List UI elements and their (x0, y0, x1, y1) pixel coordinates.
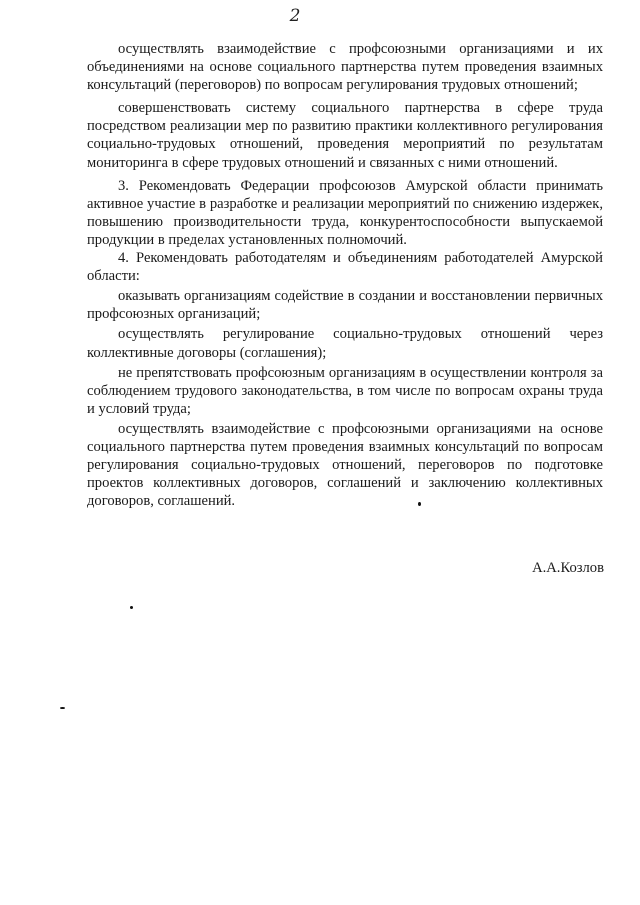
paragraph-no-obstruction: не препятствовать профсоюзным организациям в осуществлении контроля за соблюдением трудового законодательства, в том числе по вопросам охраны труда и условий труда; (87, 364, 603, 417)
paragraph-interaction-consultations: осуществлять взаимодействие с профсоюзными организациями на основе социального партнерства путем проведения взаимных консультаций по вопросам регулирования социально-трудовых отношений, переговоров по подготовке проектов коллективных договоров, соглашений и заключению коллективных договоров, соглашений. (87, 420, 603, 510)
paragraph-item-3: 3. Рекомендовать Федерации профсоюзов Амурской области принимать активное участие в разработке и реализации мероприятий по снижению издержек, повышению производительности труда, конкурентоспособности выпускаемой продукции в пределах установленных полномочий. (87, 177, 603, 248)
paragraph-item-4: 4. Рекомендовать работодателям и объединениям работодателей Амурской области: (87, 250, 603, 285)
page-number: 2 (289, 6, 301, 26)
paragraph-assist-organizations: оказывать организациям содействие в создании и восстановлении первичных профсоюзных организаций; (87, 288, 603, 323)
document-body (87, 40, 603, 510)
paragraph-collective-agreements: осуществлять регулирование социально-трудовых отношений через коллективные договоры (соглашения); (87, 326, 603, 361)
paragraph-interaction-unions: осуществлять взаимодействие с профсоюзными организациями и их объединениями на основе социального партнерства путем проведения взаимных консультаций (переговоров) по вопросам регулирования трудовых отношений; (87, 41, 603, 94)
scan-speck (130, 606, 133, 609)
signature-name: А.А.Козлов (532, 560, 604, 576)
scan-speck (60, 707, 65, 709)
scan-speck (418, 502, 421, 506)
paragraph-improve-partnership: совершенствовать систему социального партнерства в сфере труда посредством реализации мер по развитию практики коллективного регулирования социально-трудовых отношений, проведения мероприятий по результатам мониторинга в сфере трудовых отношений и связанных с ними отношений. (87, 100, 603, 171)
